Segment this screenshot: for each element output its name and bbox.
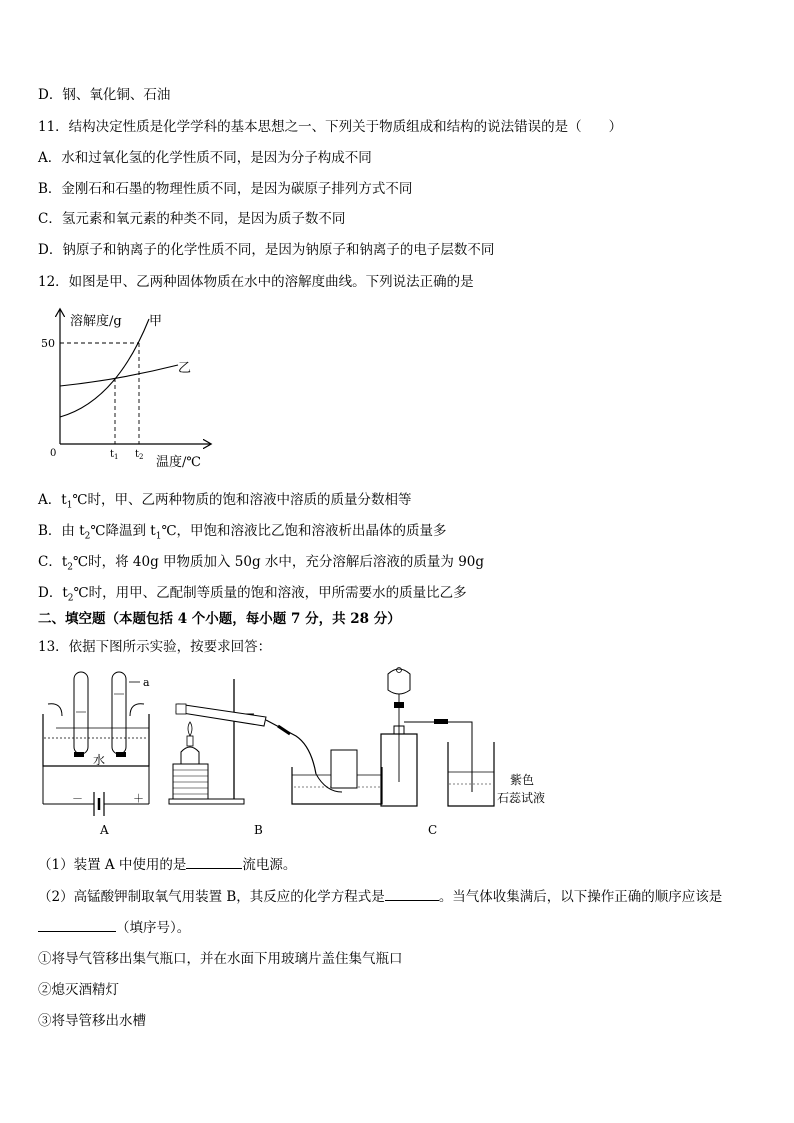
label-litmus-1: 紫色 (510, 773, 535, 787)
series-yi-line (60, 365, 178, 386)
answer-blank-1[interactable] (186, 854, 242, 869)
apparatus-c-generator (381, 668, 545, 838)
q12-option-d: D．$t_2℃$时，用甲、乙配制等质量的饱和溶液，甲所需要水的质量比乙多 (38, 585, 467, 604)
q12-option-b: B．由 $t_2℃$降温到 $t_1℃$，甲饱和溶液比乙饱和溶液析出晶体的质量多 (38, 523, 447, 542)
y-axis-label: 溶解度/g (70, 314, 122, 329)
series-jia-curve (60, 319, 149, 417)
section2-heading: 二、填空题（本题包括 4 个小题，每小题 7 分，共 28 分） (38, 611, 401, 627)
q13-step-2: ②熄灭酒精灯 (38, 982, 119, 998)
q11-option-a: A．水和过氧化氢的化学性质不同，是因为分子构成不同 (38, 150, 372, 166)
x-axis-label: 温度/℃ (156, 455, 201, 470)
label-a: a (143, 676, 150, 689)
experiment-apparatus (36, 664, 576, 840)
q11-option-d: D．钠原子和钠离子的化学性质不同，是因为钠原子和钠离子的电子层数不同 (38, 242, 495, 258)
y-tick-50: 50 (41, 337, 55, 350)
q11-option-c: C．氢元素和氧元素的种类不同，是因为质子数不同 (38, 211, 346, 227)
apparatus-a-electrolysis (43, 672, 150, 837)
water-trough (292, 750, 382, 804)
apparatus-b-heating (169, 679, 316, 837)
label-A: A (100, 823, 109, 837)
series-yi-label: 乙 (178, 361, 192, 376)
q12-option-a: A．$t_1℃$时，甲、乙两种物质的饱和溶液中溶质的质量分数相等 (38, 492, 412, 511)
q13-step-1: ①将导气管移出集气瓶口，并在水面下用玻璃片盖住集气瓶口 (38, 951, 403, 967)
q11-option-b: B．金刚石和石墨的物理性质不同，是因为碳原子排列方式不同 (38, 181, 413, 197)
x-tick-t1: $t_1$ (110, 449, 119, 461)
q11-stem: 11．结构决定性质是化学学科的基本思想之一、下列关于物质组成和结构的说法错误的是（ ） (38, 119, 623, 135)
q12-stem: 12．如图是甲、乙两种固体物质在水中的溶解度曲线。下列说法正确的是 (38, 274, 474, 290)
q13-step-3: ③将导管移出水槽 (38, 1013, 146, 1029)
answer-blank-2[interactable] (385, 886, 439, 901)
label-plus: ＋ (133, 792, 144, 805)
label-B: B (254, 823, 263, 837)
label-litmus-2: 石蕊试液 (497, 791, 546, 805)
label-C: C (428, 823, 438, 837)
label-minus: － (72, 792, 83, 805)
q10-option-d: D．钢、氧化铜、石油 (38, 87, 171, 103)
q13-part2-line2: （填序号）。 (38, 916, 190, 936)
q13-part2: （2）高锰酸钾制取氧气用装置 B，其反应的化学方程式是 。当气体收集满后，以下操作正确的顺序应该是 (38, 885, 722, 905)
solubility-chart (38, 306, 228, 474)
answer-blank-3[interactable] (38, 917, 116, 932)
q13-stem: 13．依据下图所示实验，按要求回答： (38, 639, 272, 655)
q13-part1: （1）装置 A 中使用的是 流电源。 (38, 853, 296, 873)
origin-label: 0 (50, 448, 57, 459)
x-tick-t2: $t_2$ (135, 449, 144, 461)
q12-option-c: C．$t_2℃$时，将 40g 甲物质加入 50g 水中，充分溶解后溶液的质量为 90g (38, 554, 485, 573)
label-water: 水 (93, 753, 106, 767)
series-jia-label: 甲 (149, 314, 163, 329)
